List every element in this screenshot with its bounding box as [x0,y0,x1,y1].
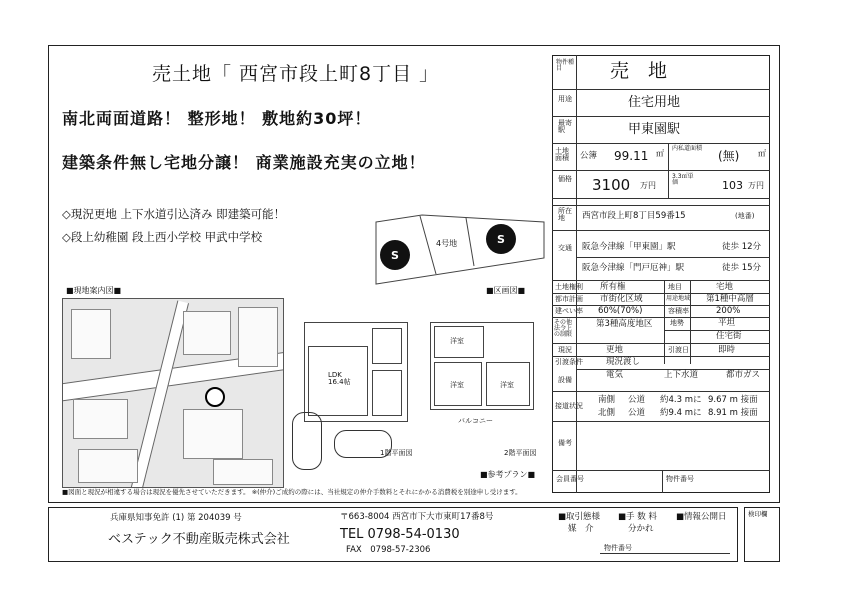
spec-label: 引渡日 [668,346,689,354]
city-plan-value: 市街化区域 [600,294,643,304]
zone-value: 第1種中高層 [706,294,754,304]
spec-label-divider [576,55,577,493]
row-divider [552,317,770,318]
station-value: 甲東園駅 [628,122,681,137]
area-class-value: 住宅街 [716,331,742,341]
spec-label: 接道状況 [555,402,583,410]
property-number-line [600,553,730,554]
row-divider [552,143,770,144]
sold-stamp-icon: S [486,224,516,254]
property-type: 売 地 [610,60,668,82]
status-value: 更地 [606,345,624,355]
company-fax: FAX 0798-57-2306 [346,545,431,555]
price-unit: 万円 [640,181,656,190]
sold-stamp-icon: S [380,240,410,270]
room-label: LDK 16.4帖 [328,371,351,386]
row-divider [552,89,770,90]
map-block [213,459,273,485]
disclaimer: ■図面と現況が相違する場合は現況を優先させていただきます。 ※(仲介)ご成約の際には、当社規定の仲介手数料とそれにかかる消費税を別途申し受けます。 [62,488,522,496]
traffic-1-walk: 徒歩 12分 [722,242,762,252]
private-road-area: (無) [718,149,740,163]
fee-value: 分かれ [628,524,654,534]
plan-heading: ■区画図■ [486,286,526,295]
road-1-side: 南側 [598,395,616,405]
row-divider [552,205,770,206]
map-block [73,399,128,439]
land-category-value: 宅地 [716,282,734,292]
location-map [62,298,284,488]
spec-label: 備考 [558,439,572,447]
room-label: 洋室 [500,381,514,389]
row-divider [552,170,770,171]
spec-label: 地目 [668,283,682,291]
row-divider [552,470,770,471]
floorplan-area [290,300,552,480]
spec-label: 引渡条件 [555,358,583,366]
floor1-wet [372,370,402,416]
traffic-2-line: 阪急今津線「門戸厄神」駅 [582,263,685,273]
facility-3: 都市ガス [726,370,761,380]
map-heading: ■現地案内図■ [66,286,122,295]
conditions-value: 現況渡し [606,357,641,367]
floor1-caption: 1階平面図 [380,449,413,457]
location-value: 西宮市段上町8丁目59番15 [582,211,686,221]
spec-label: 土地権利 [555,283,583,291]
info-date-label: ■情報公開日 [676,512,727,522]
spec-label: 所在地 [558,207,572,222]
company-name: ベステック不動産販売株式会社 [108,532,290,547]
car-icon [292,412,322,470]
floor1-stair [372,328,402,364]
row-divider [552,343,770,344]
spec-label: 現況 [558,346,572,354]
private-road-label: 内私道面積 [672,145,703,152]
spec-label: 価格 [558,175,572,183]
fee-label: ■手 数 料 [618,512,657,522]
row-divider [552,280,770,281]
map-block [78,449,138,483]
spec-label: 土地面積 [555,147,569,162]
balcony-label: バルコニー [458,417,493,425]
unit-price-unit: 万円 [748,181,764,190]
spec-label: 交通 [558,244,572,252]
unit-price-label: 3.3㎡単価 [672,173,694,186]
deal-type-label: ■取引態様 [558,512,601,522]
stamp-box-label: 検印欄 [748,510,768,518]
road-1-kind: 公道 [628,395,646,405]
spec-label: その他法令上の制限 [554,319,573,338]
deal-type-value: 媒 介 [568,524,594,534]
room-label: 洋室 [450,381,464,389]
far-value: 200% [716,306,741,316]
page-title: 売土地「 西宮市段上町8丁目 」 [152,63,440,85]
spec-label: 用途 [558,95,572,103]
map-block [183,409,243,459]
row-divider [552,356,770,357]
handover-value: 即時 [718,345,736,355]
road-1-frontage: 9.67 m 接面 [708,395,758,405]
lot-number-label: 4号地 [436,239,458,248]
license-number: 兵庫県知事免許 (1) 第 204039 号 [110,513,242,523]
spec-table [552,55,770,493]
row-divider [552,421,770,422]
spec-label: 最寄駅 [558,119,572,134]
lot-sketch [362,210,550,298]
feature-bullet-2: ◇段上幼稚園 段上西小学校 甲武中学校 [62,230,263,244]
other-restriction-value: 第3種高度地区 [596,319,653,329]
row-divider [552,198,770,199]
room-label: 洋室 [450,337,464,345]
spec-label: 地勢 [670,319,684,327]
location-note: (地番) [735,212,755,220]
bcr-value: 60%(70%) [598,306,643,316]
land-area: 99.11 [614,149,649,163]
spec-label: 建ぺい率 [555,307,583,315]
company-address: 〒663-8004 西宮市下大市東町17番8号 [340,512,494,522]
rights-value: 所有権 [600,282,626,292]
map-block [238,307,278,367]
use-value: 住宅用地 [628,95,681,110]
company-tel: TEL 0798-54-0130 [340,527,460,542]
price-value: 3100 [592,176,631,194]
feature-bullet-1: ◇現況更地 上下水道引込済み 即建築可能！ [62,207,286,221]
area-unit: ㎡ [656,149,664,158]
area-kind: 公簿 [580,151,598,161]
road-2-kind: 公道 [628,408,646,418]
row-divider [552,230,770,231]
reference-plan-heading: ■参考プラン■ [480,470,536,479]
unit-price-value: 103 [722,179,743,192]
road-2-width: 約9.4 mに [660,408,702,418]
spec-label: 物件番号 [666,475,694,483]
road-2-frontage: 8.91 m 接面 [708,408,758,418]
map-block [71,309,111,359]
row-divider [552,116,770,117]
spec-label: 物件種目 [556,59,575,72]
floor2-caption: 2階平面図 [504,449,537,457]
road-1-width: 約4.3 mに [660,395,702,405]
catch-copy-2: 建築条件無し宅地分譲！ 商業施設充実の立地！ [62,153,426,172]
facility-2: 上下水道 [664,370,699,380]
spec-label: 用途地域 [666,295,691,302]
facility-1: 電気 [606,370,624,380]
spec-label: 設備 [558,376,572,384]
spec-label: 会員番号 [556,475,584,483]
map-block [183,311,231,355]
traffic-2-walk: 徒歩 15分 [722,263,762,273]
map-site-marker [205,387,225,407]
terrain-value: 平坦 [718,318,736,328]
row-divider [552,391,770,392]
row-divider [576,257,770,258]
cell-divider [662,470,663,493]
private-road-unit: ㎡ [758,149,766,158]
traffic-1-line: 阪急今津線「甲東園」駅 [582,242,676,252]
spec-label: 都市計画 [555,295,583,303]
catch-copy-1: 南北両面道路！ 整形地！ 敷地約30坪！ [62,109,372,128]
property-number-label: 物件番号 [604,544,632,552]
road-2-side: 北側 [598,408,616,418]
spec-label: 容積率 [668,307,689,315]
